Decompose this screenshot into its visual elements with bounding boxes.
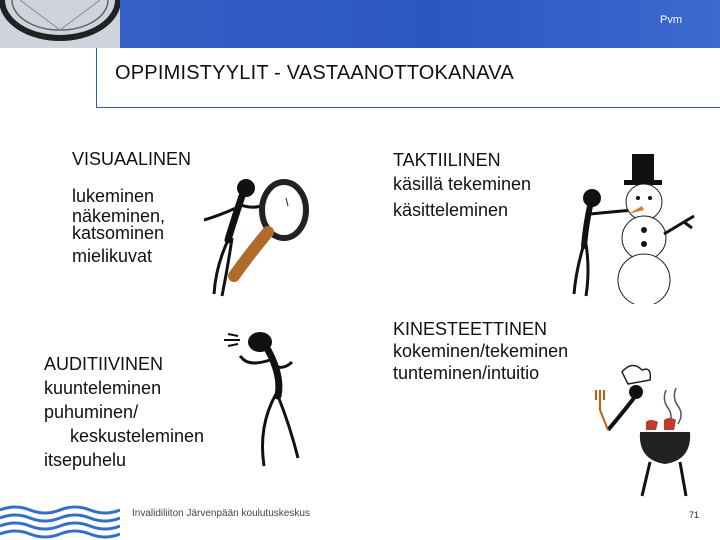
kinesthetic-heading: KINESTEETTINEN xyxy=(393,319,548,339)
header-photo-bicycle-wheel xyxy=(0,0,120,48)
auditory-item: keskusteleminen xyxy=(70,426,205,446)
auditory-section xyxy=(44,352,204,472)
date-label: Pvm xyxy=(660,14,682,26)
kinesthetic-section xyxy=(393,318,568,384)
kinesthetic-item: kokeminen/tekeminen xyxy=(393,341,569,361)
tactile-heading: TAKTIILINEN xyxy=(393,150,501,170)
visual-item: katsominen xyxy=(72,223,165,243)
auditory-heading: AUDITIIVINEN xyxy=(44,354,164,374)
page-number: 71 xyxy=(689,510,700,520)
tactile-item: käsitteleminen xyxy=(393,200,509,220)
tactile-item: käsillä tekeminen xyxy=(393,174,532,194)
visual-heading: VISUAALINEN xyxy=(72,149,192,169)
footer-organization: Invalidiliiton Järvenpään koulutuskeskus xyxy=(132,508,310,519)
visual-item: näkeminen, xyxy=(72,206,166,226)
shouting-person-icon xyxy=(218,326,308,476)
grill-chef-icon xyxy=(580,360,700,500)
auditory-item: kuunteleminen xyxy=(44,378,162,398)
auditory-item: puhuminen/ xyxy=(44,402,139,422)
wave-logo-icon xyxy=(0,500,120,540)
snowman-person-icon xyxy=(564,154,712,304)
visual-item: mielikuvat xyxy=(72,246,153,266)
tactile-section xyxy=(393,149,531,221)
bicycle-wheel-icon xyxy=(0,0,120,48)
visual-item: lukeminen xyxy=(72,186,155,206)
visual-section xyxy=(72,149,191,267)
auditory-item: itsepuhelu xyxy=(44,450,127,470)
header-band xyxy=(0,0,720,48)
slide-title: OPPIMISTYYLIT - VASTAANOTTOKANAVA xyxy=(115,62,514,84)
divider-horizontal xyxy=(96,107,720,108)
magnifying-glass-person-icon xyxy=(198,176,314,300)
divider-vertical xyxy=(96,48,97,108)
kinesthetic-item: tunteminen/intuitio xyxy=(393,363,540,383)
